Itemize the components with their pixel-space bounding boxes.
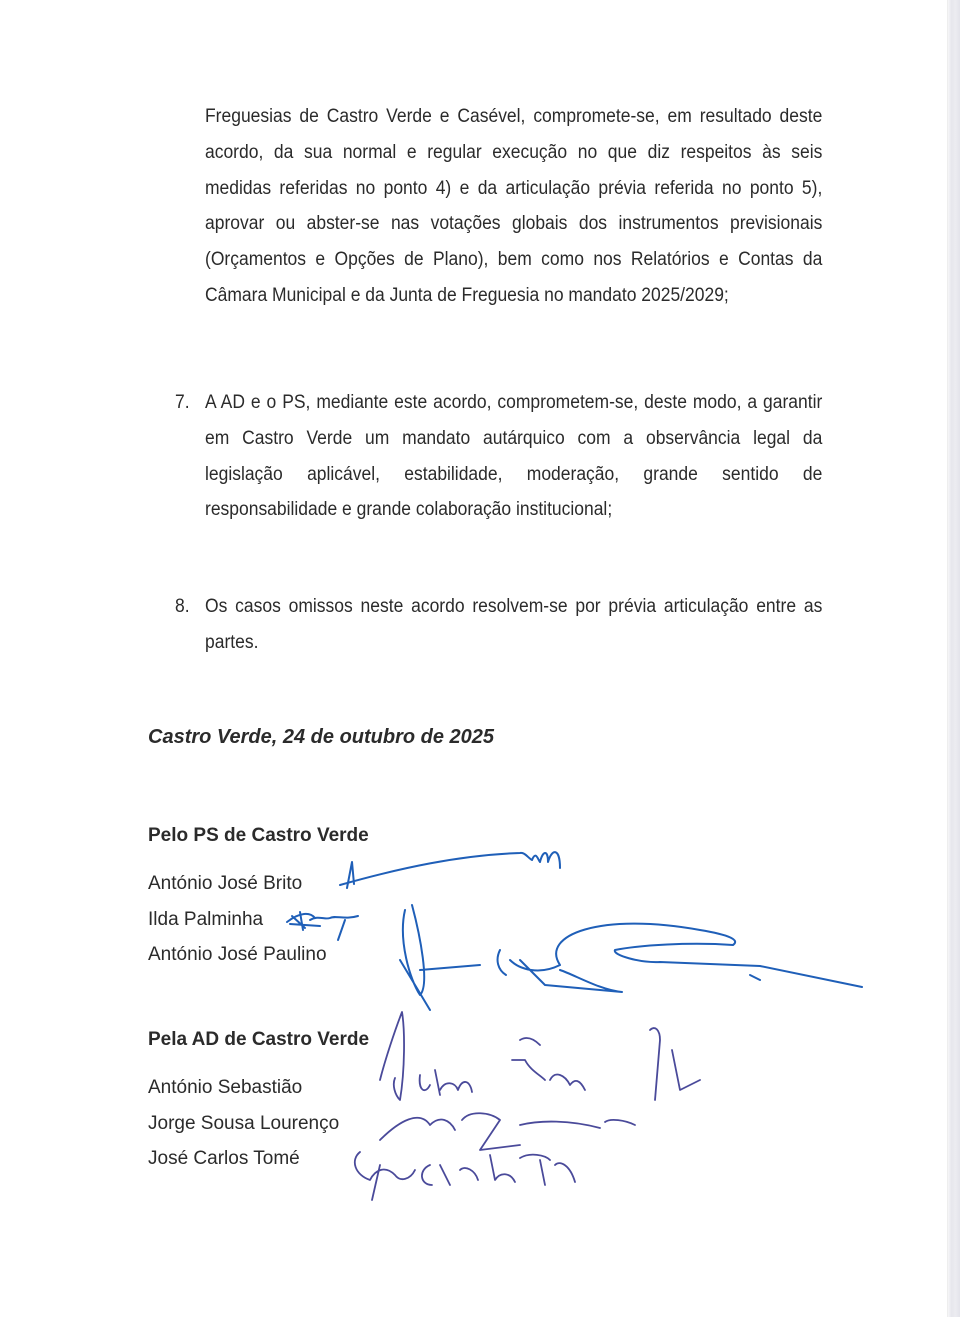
group-title-ps: Pelo PS de Castro Verde	[148, 825, 369, 846]
page-edge	[947, 0, 960, 1317]
signature-jorge-sousa-lourenco	[380, 1113, 635, 1150]
item-number: 8.	[175, 596, 190, 617]
signer-name: António Sebastião	[148, 1077, 303, 1098]
date-line: Castro Verde, 24 de outubro de 2025	[148, 726, 495, 748]
group-title-ad: Pela AD de Castro Verde	[148, 1029, 370, 1050]
signature-ilda-palminha	[287, 912, 358, 940]
signer-name: Ilda Palminha	[148, 909, 264, 930]
signer-name: Jorge Sousa Lourenço	[148, 1113, 340, 1134]
signature-antonio-sebastiao	[380, 1012, 700, 1100]
signature-antonio-jose-paulino	[400, 905, 862, 1010]
signer-name: António José Paulino	[148, 944, 327, 965]
item-number: 7.	[175, 392, 190, 413]
item-text: Os casos omissos neste acordo resolvem-se por prévia articulação entre as partes.	[205, 596, 823, 653]
signature-jose-carlos-tome	[355, 1152, 575, 1200]
item-text: A AD e o PS, mediante este acordo, comprometem-se, deste modo, a garantir em Castro Verde um mandato autárquico com a observância legal da legislação aplicável, estabilidade, moderação, grande sentido de responsabilidade e grande colaboração institucional;	[205, 392, 823, 521]
signer-name: José Carlos Tomé	[148, 1148, 300, 1169]
signature-antonio-jose-brito	[340, 852, 560, 888]
paragraph-continuation: Freguesias de Castro Verde e Casével, compromete-se, em resultado deste acordo, da sua normal e regular execução no que diz respeitos às seis medidas referidas no ponto 4) e da articulação prévia referida no ponto 5), aprovar ou abster-se nas votações globais dos instrumentos previsionais (Orçamentos e Opções de Plano), bem como nos Relatórios e Contas da Câmara Municipal e da Junta de Freguesia no mandato 2025/2029;	[205, 106, 823, 306]
signer-name: António José Brito	[148, 873, 303, 894]
